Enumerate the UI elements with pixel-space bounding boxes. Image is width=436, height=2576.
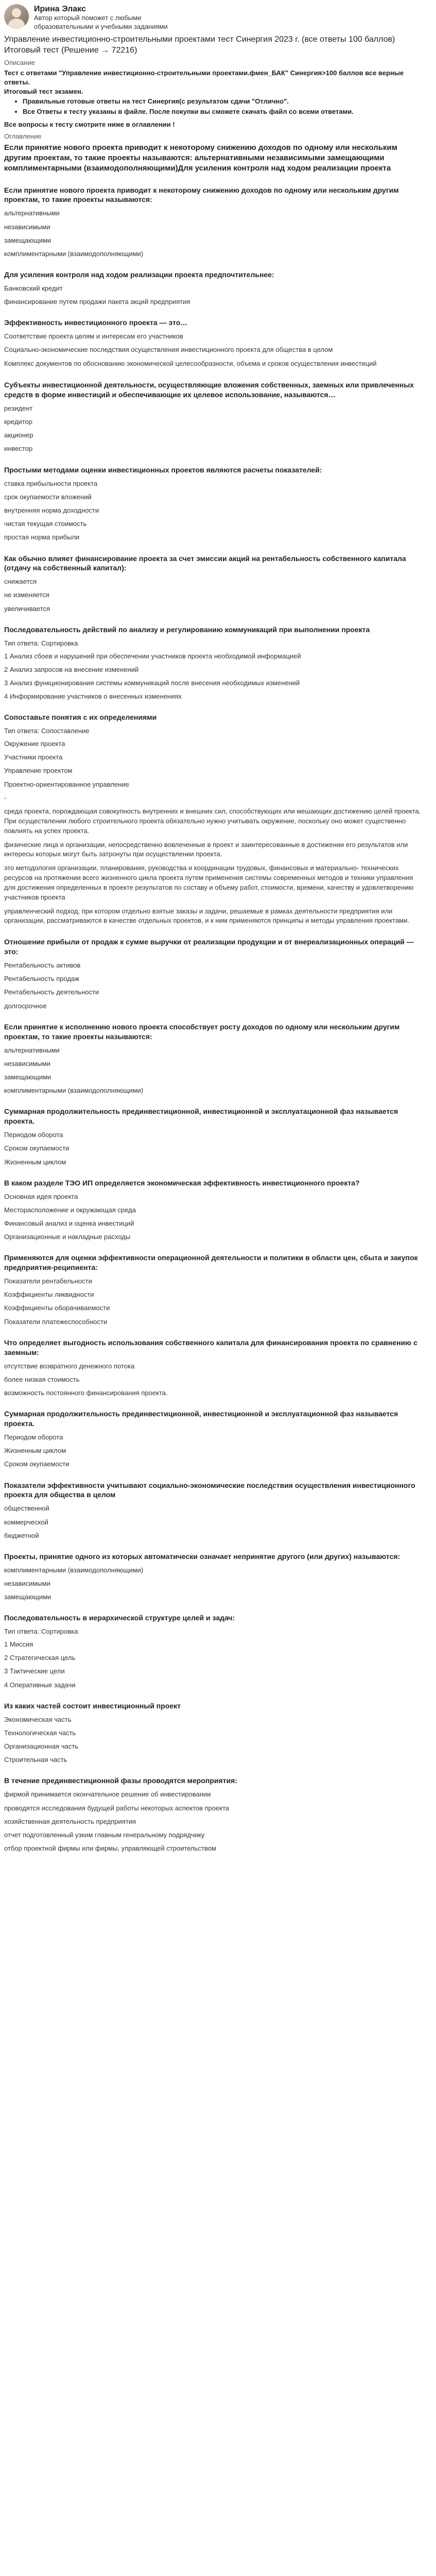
answer-option: отчет подготовленный узким главным генеральному подрядчику	[4, 1831, 205, 1839]
answer-option: возможность постоянного финансирования проекта.	[4, 1389, 168, 1397]
description-line: Тест с ответами "Управление инвестиционно-строительными проектами.фмен_БАК" Синергия>100 баллов все верные ответы.	[4, 69, 404, 86]
answer-option: замещающими	[4, 1073, 51, 1081]
answer-option: среда проекта, порождающая совокупность внутренних и внешних сил, способствующих или мешающих достижению целей проекта. При осуществлении любого строительного проекта обязательно нужно учитывать окружение, поскольку оно может существенно повлиять на успех проекта.	[4, 807, 421, 835]
question-text: Последовательность действий по анализу и регулированию коммуникаций при выполнении проекта	[4, 625, 370, 634]
question-block	[4, 1613, 424, 1689]
question-block	[4, 1481, 424, 1540]
question-text: Суммарная продолжительность прединвестиционной, инвестиционной и эксплуатационной фаз называется проекта.	[4, 1107, 398, 1126]
answer-option: 3 Анализ функционирования системы коммуникаций после внесения необходимых изменений	[4, 679, 300, 687]
answer-option: Сроком окупаемости	[4, 1460, 69, 1468]
question-text: Сопоставьте понятия с их определениями	[4, 713, 157, 722]
question-text: В течение прединвестиционной фазы проводятся мероприятия:	[4, 1776, 237, 1785]
answer-option: Показатели рентабельности	[4, 1277, 92, 1285]
answer-option: Комплекс документов по обоснованию экономической целесообразности, объема и сроков осуществления инвестиций	[4, 360, 377, 368]
question-block	[4, 937, 424, 1011]
question-text: Отношение прибыли от продаж к сумме выручки от реализации продукции и от внереализационных операций — это:	[4, 938, 414, 956]
answer-option: Экономическая часть	[4, 1715, 72, 1723]
question-block	[4, 1338, 424, 1398]
answer-option: Сроком окупаемости	[4, 1144, 69, 1153]
question-list	[4, 185, 424, 1854]
description-line: Итоговый тест экзамен.	[4, 87, 83, 95]
answer-option: Организационная часть	[4, 1742, 79, 1751]
answer-option: отбор проектной фирмы или фирмы, управляющей строительством	[4, 1844, 216, 1853]
question-block	[4, 270, 424, 307]
answer-option: не изменяется	[4, 591, 49, 599]
answer-option: комплиментарными (взаимодополняющими)	[4, 1566, 144, 1574]
question-block	[4, 1776, 424, 1853]
answer-option: альтернативными	[4, 209, 60, 217]
answer-option: бюджетной	[4, 1531, 39, 1539]
answer-option: 1 Анализ сбоев и нарушений при обеспечении участников проекта необходимой информацией	[4, 652, 301, 660]
answer-option: 4 Информирование участников о внесенных изменениях	[4, 692, 182, 701]
answer-option: Технологическая часть	[4, 1728, 76, 1737]
question-text: Суммарная продолжительность прединвестиционной, инвестиционной и эксплуатационной фаз называется проекта.	[4, 1410, 398, 1428]
question-text: Применяются для оценки эффективности операционной деятельности и политики в области цен, сбыта и закупок предприятия-реципиента:	[4, 1253, 418, 1272]
answer-option: это методология организации, планирования, руководства и координации трудовых, финансовых и материально- технических ресурсов на протяжении всего жизненного цикла проекта путем применения системы современных методов и техники управления для достижения определенных в проекте результатов по составу и объему работ, стоимости, времени, качеству и удовлетворению участников проекта	[4, 864, 414, 901]
answer-option: 2 Стратегическая цель	[4, 1654, 76, 1662]
question-block	[4, 185, 424, 259]
answer-option: срок окупаемости вложений	[4, 493, 92, 501]
answer-option: Финансовый анализ и оценка инвестиций	[4, 1219, 134, 1227]
author-avatar[interactable]	[4, 4, 29, 29]
answer-option: Рентабельность продаж	[4, 975, 79, 983]
question-text: Простыми методами оценки инвестиционных проектов являются расчеты показателей:	[4, 465, 322, 474]
answer-option: комплиментарными (взаимодополняющими)	[4, 1087, 144, 1095]
answer-option: -	[4, 793, 7, 802]
answer-option: коммерческой	[4, 1518, 48, 1526]
question-text: Если принятие к исполнению нового проекта способствует росту доходов по одному или нескольким другим проектам, то такие проекты называются:	[4, 1022, 400, 1041]
answer-option: Рентабельность активов	[4, 961, 81, 970]
answer-option: внутренняя норма доходности	[4, 506, 99, 514]
author-block	[4, 4, 424, 31]
answer-option: ставка прибыльности проекта	[4, 479, 98, 487]
answer-option: Рентабельность деятельности	[4, 988, 99, 996]
question-block	[4, 318, 424, 369]
answer-option: Участники проекта	[4, 753, 63, 761]
answer-option: снижается	[4, 578, 37, 586]
answer-option: независимыми	[4, 223, 50, 231]
answer-option: долгосрочное	[4, 1002, 47, 1010]
answer-option: замещающими	[4, 1593, 51, 1601]
description-label: Описание	[4, 58, 35, 66]
author-name[interactable]: Ирина Элакс	[34, 5, 86, 13]
question-text: Для усиления контроля над ходом реализации проекта предпочтительнее:	[4, 270, 274, 279]
question-text: Что определяет выгодность использования собственного капитала для финансирования проекта по сравнению с заемным:	[4, 1338, 417, 1357]
answer-option: Периодом оборота	[4, 1433, 63, 1441]
question-block	[4, 1178, 424, 1242]
answer-option: физические лица и организации, непосредственно вовлеченные в проект и заинтересованные в достижении его результатов или интересы которых могут быть затронуты при осуществлении проекта.	[4, 840, 408, 858]
toc-heading: Если принятие нового проекта приводит к некоторому снижению доходов по одному или нескольким другим проектам, то такие проекты называются: альтернативными независимыми замещающими комплиментарными (взаимодополняющими)Для усиления контроля над ходом реализации проекта	[4, 143, 397, 173]
author-info	[34, 4, 168, 31]
question-text: Как обычно влияет финансирование проекта за счет эмиссии акций на рентабельность собственного капитала (отдачу на собственный капитал):	[4, 554, 406, 572]
question-text: Эффективность инвестиционного проекта — это…	[4, 318, 188, 327]
answer-option: Соответствие проекта целям и интересам его участников	[4, 332, 183, 341]
answer-type: Тип ответа: Сопоставление	[4, 727, 90, 735]
answer-option: Коэффициенты оборачиваемости	[4, 1304, 110, 1312]
answer-option: независимыми	[4, 1059, 50, 1067]
question-block	[4, 1107, 424, 1166]
answer-option: Жизненным циклом	[4, 1158, 66, 1166]
answer-option: проводятся исследования будущей работы некоторых аспектов проекта	[4, 1804, 230, 1812]
answer-option: Месторасположение и окружающая среда	[4, 1206, 136, 1214]
answer-type: Тип ответа: Сортировка	[4, 639, 78, 647]
answer-option: альтернативными	[4, 1046, 60, 1054]
answer-option: фирмой принимается окончательное решение об инвестировании	[4, 1790, 211, 1799]
question-text: В каком разделе ТЭО ИП определяется экономическая эффективность инвестиционного проекта?	[4, 1178, 360, 1187]
answer-option: увеличивается	[4, 604, 50, 613]
answer-option: независимыми	[4, 1579, 50, 1587]
answer-option: Банковский кредит	[4, 284, 63, 292]
answer-option: 1 Миссия	[4, 1640, 33, 1649]
answer-option: инвестор	[4, 445, 33, 453]
question-block	[4, 1552, 424, 1602]
answer-option: Социально-экономические последствия осуществления инвестиционного проекта для общества в целом	[4, 346, 333, 354]
answer-option: Окружение проекта	[4, 740, 65, 748]
answer-option: замещающими	[4, 236, 51, 244]
answer-option: простая норма прибыли	[4, 533, 80, 541]
answer-option: резидент	[4, 404, 33, 412]
question-text: Если принятие нового проекта приводит к некоторому снижению доходов по одному или нескольким другим проектам, то такие проекты называются:	[4, 185, 399, 204]
answer-option: 2 Анализ запросов на внесение изменений	[4, 665, 139, 673]
question-block	[4, 1701, 424, 1765]
answer-option: общественной	[4, 1504, 49, 1513]
question-block	[4, 1253, 424, 1327]
answer-option: Коэффициенты ликвидности	[4, 1291, 94, 1299]
toc-link[interactable]: Все вопросы к тесту смотрите ниже в оглавлении !	[4, 121, 175, 129]
author-description: Автор который поможет с любыми образовательными и учебными заданиями	[34, 14, 168, 31]
question-block	[4, 1409, 424, 1469]
answer-option: Организационные и накладные расходы	[4, 1233, 131, 1241]
answer-option: Периодом оборота	[4, 1131, 63, 1139]
answer-option: Жизненным циклом	[4, 1447, 66, 1455]
answer-option: 4 Оперативные задачи	[4, 1681, 76, 1689]
question-text: Последовательность в иерархической структуре целей и задач:	[4, 1614, 235, 1622]
answer-option: 3 Тактические цели	[4, 1667, 65, 1675]
question-text: Проекты, принятие одного из которых автоматически означает непринятие другого (или других) называются:	[4, 1552, 400, 1561]
answer-option: хозяйственная деятельность предприятия	[4, 1817, 136, 1825]
question-block	[4, 465, 424, 543]
answer-type: Тип ответа: Сортировка	[4, 1628, 78, 1636]
question-text: Показатели эффективности учитывают социально-экономические последствия осуществления инвестиционного проекта для общества в целом	[4, 1481, 415, 1499]
answer-option: чистая текущая стоимость	[4, 520, 87, 528]
question-block	[4, 380, 424, 454]
description-bullet: • Все Ответы к тесту указаны в файле. После покупки вы сможете скачать файл со всеми ответами.	[23, 107, 424, 116]
question-block	[4, 1022, 424, 1096]
answer-option: управленческий подход, при котором отдельно взятые заказы и задачи, решаемые в рамках деятельности предприятия или организации, рассматриваются в качестве отдельных проектов, и к ним применяются принципы и методы управления проектами.	[4, 907, 409, 925]
question-block	[4, 625, 424, 701]
answer-option: Управление проектом	[4, 767, 73, 775]
question-block	[4, 713, 424, 926]
question-text: Субъекты инвестиционной деятельности, осуществляющие вложения собственных, заемных или привлеченных средств в форме инвестиций и обеспечивающие их целевое использование, называются…	[4, 381, 414, 399]
answer-option: финансирование путем продажи пакета акций предприятия	[4, 298, 190, 306]
answer-option: кредитор	[4, 418, 32, 426]
answer-option: Показатели платежеспособности	[4, 1317, 108, 1326]
answer-option: Строительная часть	[4, 1756, 67, 1764]
answer-option: комплиментарными (взаимодополняющими)	[4, 249, 144, 258]
answer-option: Основная идея проекта	[4, 1192, 78, 1200]
question-text: Из каких частей состоит инвестиционный проект	[4, 1701, 181, 1710]
answer-option: более низкая стоимость	[4, 1375, 80, 1383]
answer-option: отсутствие возвратного денежного потока	[4, 1362, 135, 1370]
question-block	[4, 554, 424, 614]
toc-label: Оглавление	[4, 132, 42, 140]
answer-option: акционер	[4, 431, 33, 439]
page-title: Управление инвестиционно-строительными проектами тест Синергия 2023 г. (все ответы 100 баллов) Итоговый тест (Решение → 72216)	[4, 35, 395, 55]
answer-option: Проектно-ориентированное управление	[4, 780, 129, 788]
description-bullets	[4, 97, 424, 116]
description-bullet: • Правильные готовые ответы на тест Синергия(с результатом сдачи "Отлично".	[23, 97, 424, 106]
